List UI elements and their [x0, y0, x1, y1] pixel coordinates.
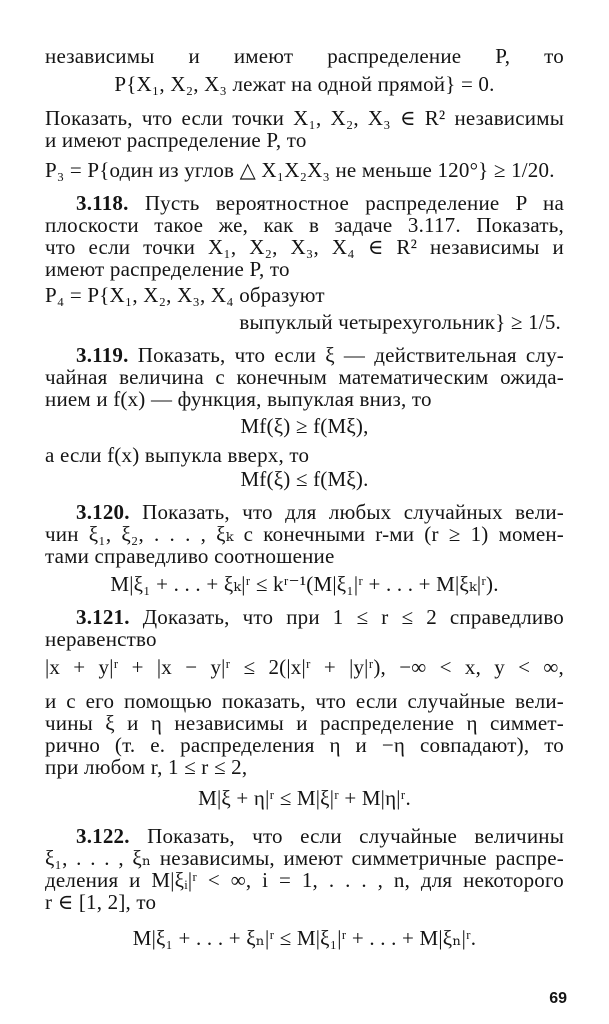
text-line: независимы и имеют распределение P, то	[45, 44, 564, 68]
formula-collinear: P{X₁, X₂, X₃ лежат на одной прямой} = 0.	[114, 72, 495, 96]
problem-3-120-first-line	[76, 500, 564, 524]
text-fragment: Показать, что если случайные величины	[147, 824, 565, 848]
formula-parallelogram-inequality: |x + y|ʳ + |x − y|ʳ ≤ 2(|x|ʳ + |y|ʳ), −∞ < x, y < ∞,	[45, 655, 564, 679]
problem-3-121-first-line	[76, 605, 564, 629]
problem-3-119-first-line	[76, 343, 564, 367]
text-fragment: Пусть вероятностное распределение P на	[144, 191, 565, 215]
text-line: нием и f(x) — функция, выпуклая вниз, то	[45, 387, 432, 411]
formula-p4-continued: выпуклый четырехугольник} ≥ 1/5.	[239, 310, 561, 334]
text-line: Показать, что если точки X₁, X₂, X₃ ∈ R² независимы	[45, 106, 564, 130]
text-fragment: Показать, что если ξ — действительная слу-	[137, 343, 564, 367]
text-fragment: Показать, что для любых случайных вели-	[142, 500, 564, 524]
formula-jensen-concave: Mf(ξ) ≤ f(Mξ).	[240, 467, 369, 491]
text-line: и имеют распределение P, то	[45, 128, 307, 152]
text-line: деления и M|ξᵢ|ʳ < ∞, i = 1, . . . , n, для некоторого	[45, 868, 564, 892]
text-line: тами справедливо соотношение	[45, 544, 335, 568]
formula-p3: P₃ = P{один из углов △ X₁X₂X₃ не меньше 120°} ≥ 1/20.	[45, 158, 555, 182]
formula-moment-inequality: M|ξ₁ + . . . + ξₖ|ʳ ≤ kʳ⁻¹(M|ξ₁|ʳ + . . . + M|ξₖ|ʳ).	[110, 572, 499, 596]
page-number: 69	[549, 990, 567, 1007]
text-line: а если f(x) выпукла вверх, то	[45, 443, 310, 467]
text-line: при любом r, 1 ≤ r ≤ 2,	[45, 755, 248, 779]
problem-number: 3.121.	[76, 605, 130, 629]
problem-number: 3.120.	[76, 500, 130, 524]
problem-number: 3.119.	[76, 343, 129, 367]
text-line: неравенство	[45, 627, 157, 651]
text-line: ξ₁, . . . , ξₙ независимы, имеют симметричные распре-	[45, 846, 564, 870]
text-line: чины ξ и η независимы и распределение η симмет-	[45, 711, 564, 735]
text-fragment: Доказать, что при 1 ≤ r ≤ 2 справедливо	[142, 605, 564, 629]
formula-p4: P₄ = P{X₁, X₂, X₃, X₄ образуют	[45, 283, 325, 307]
text-line: что если точки X₁, X₂, X₃, X₄ ∈ R² независимы и	[45, 235, 564, 259]
problem-3-118-first-line	[76, 191, 564, 215]
formula-symmetric-sum: M|ξ + η|ʳ ≤ M|ξ|ʳ + M|η|ʳ.	[198, 786, 411, 810]
problem-number: 3.118.	[76, 191, 129, 215]
text-line: и с его помощью показать, что если случайные вели-	[45, 689, 564, 713]
formula-jensen-convex: Mf(ξ) ≥ f(Mξ),	[240, 414, 369, 438]
text-line: плоскости такое же, как в задаче 3.117. Показать,	[45, 213, 564, 237]
text-line: r ∈ [1, 2], то	[45, 890, 157, 914]
formula-sum-moments: M|ξ₁ + . . . + ξₙ|ʳ ≤ M|ξ₁|ʳ + . . . + M|ξₙ|ʳ.	[132, 926, 477, 950]
text-line: чин ξ₁, ξ₂, . . . , ξₖ с конечными r-ми (r ≥ 1) момен-	[45, 522, 564, 546]
text-line: чайная величина с конечным математическим ожида-	[45, 365, 564, 389]
problem-3-122-first-line	[76, 824, 564, 848]
text-line: имеют распределение P, то	[45, 257, 290, 281]
problem-number: 3.122.	[76, 824, 130, 848]
text-line: рично (т. е. распределения η и −η совпадают), то	[45, 733, 564, 757]
